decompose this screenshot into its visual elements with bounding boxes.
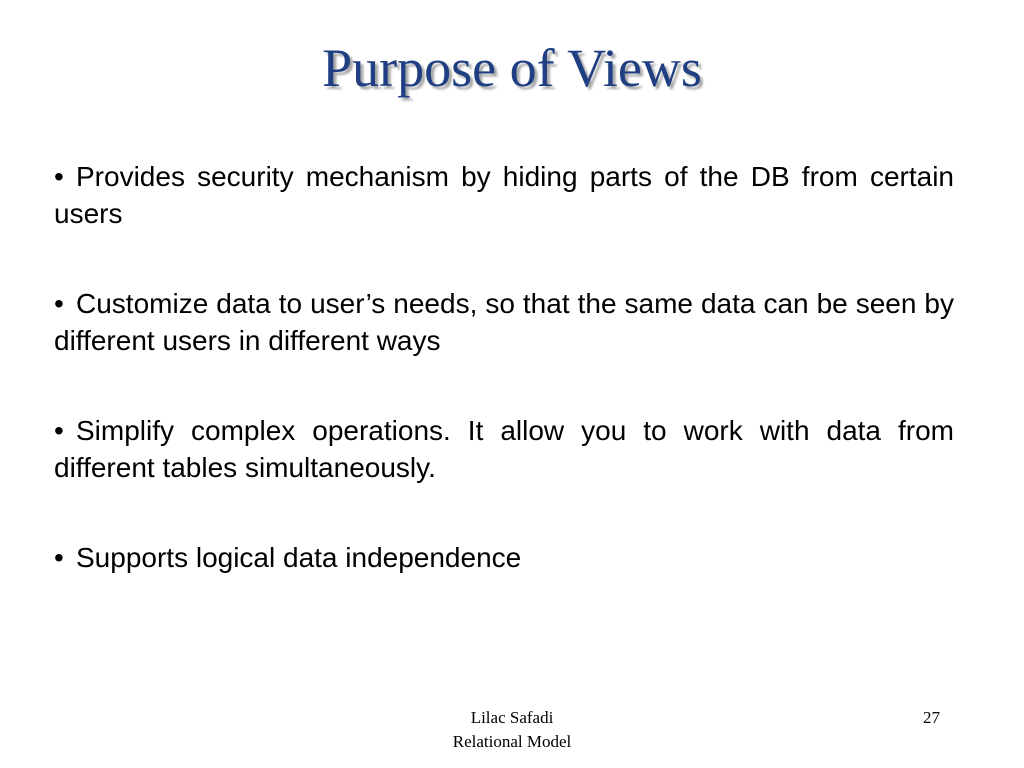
bullet-item [54, 285, 954, 359]
bullet-item [54, 412, 954, 486]
bullet-icon: • [54, 542, 64, 573]
bullet-item [54, 158, 954, 232]
bullet-icon: • [54, 415, 64, 446]
bullet-list [54, 158, 954, 629]
bullet-text: Supports logical data independence [76, 542, 522, 573]
bullet-text: Simplify complex operations. It allow you to work with data from different tables simultaneously. [54, 415, 954, 483]
footer-course: Relational Model [452, 732, 572, 751]
page-number: 27 [923, 708, 940, 727]
slide-title: Purpose of Views [322, 38, 702, 98]
bullet-icon: • [54, 288, 64, 319]
bullet-item [54, 539, 954, 576]
bullet-text: Provides security mechanism by hiding parts of the DB from certain users [54, 161, 954, 229]
footer-author: Lilac Safadi [470, 708, 554, 727]
bullet-text: Customize data to user’s needs, so that the same data can be seen by different users in different ways [54, 288, 954, 356]
bullet-icon: • [54, 161, 64, 192]
footer-info [412, 706, 612, 754]
